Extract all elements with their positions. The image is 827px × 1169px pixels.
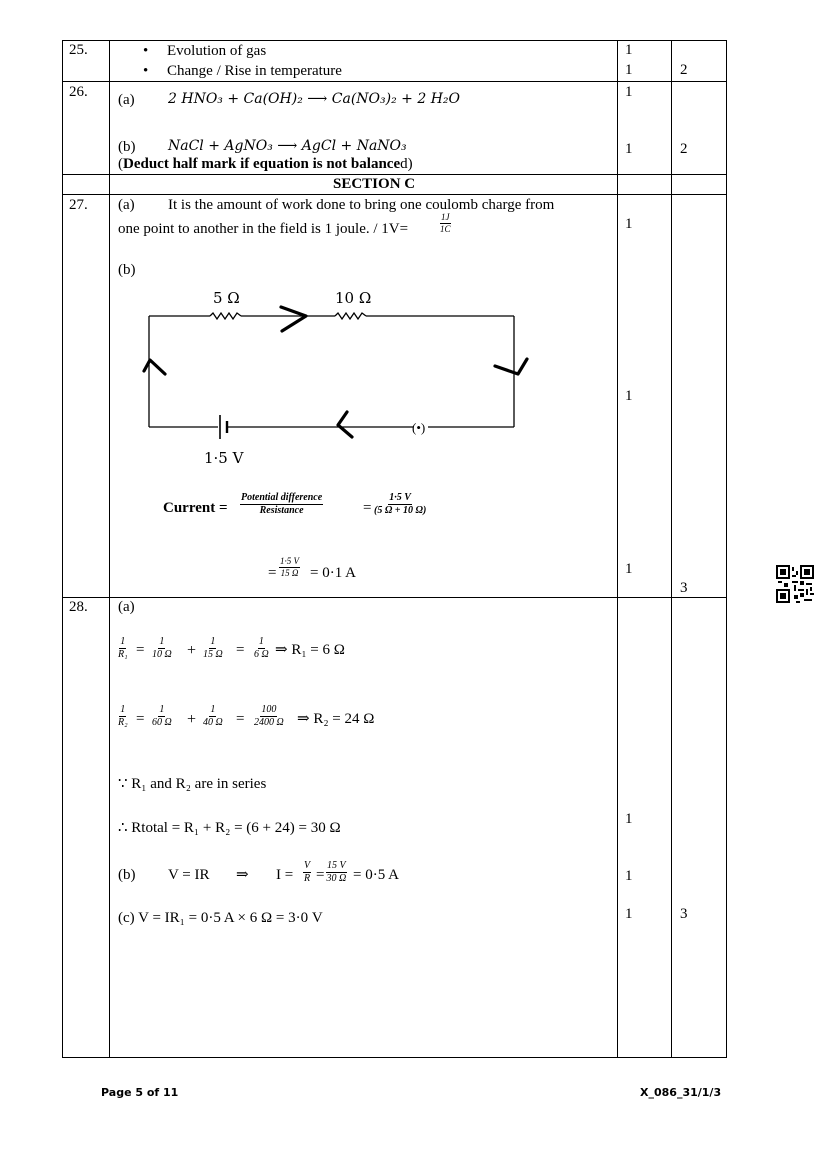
q28-b-value: = 0·5 A (353, 867, 399, 883)
arrow-left-icon (144, 360, 165, 374)
circuit-diagram (140, 285, 540, 475)
resistor-5-ohm-label: 5 Ω (213, 289, 240, 307)
q26-a-equation: 2 HNO₃ + Ca(OH)₂ ⟶ Ca(NO₃)₂ + 2 H₂O (168, 91, 461, 107)
q28-b-label: (b) (118, 867, 136, 883)
q27-a-text-2: one point to another in the field is 1 joule. / 1V= (118, 221, 409, 237)
q28-mark-1: 1 (625, 811, 633, 827)
q25-total: 2 (680, 62, 688, 78)
q27-a-text-1: It is the amount of work done to bring one coulomb charge from (168, 197, 555, 213)
q27-result-num: 1·5 V (280, 556, 299, 566)
table-bottom-border (62, 1057, 727, 1058)
q28-l2-lhs-num: 1 (120, 704, 126, 715)
q26-mark-1: 1 (625, 84, 633, 100)
q28-b-fraction-1 (303, 861, 311, 884)
q26-b-label: (b) (118, 139, 136, 155)
table-top-border (62, 40, 727, 41)
q27-current-frac-den: Resistance (259, 505, 304, 516)
q27-current-val-den: (5 Ω + 10 Ω) (374, 505, 427, 516)
q28-series: ∵ R₁ and R₂ are in series (118, 776, 267, 792)
row-divider-25-26 (62, 81, 727, 82)
q28-l1-t2-num: 1 (210, 636, 216, 647)
q27-mark-3: 1 (625, 561, 633, 577)
q28-a-label: (a) (118, 599, 135, 615)
q28-l2-eq2: = (236, 711, 245, 727)
q27-current-value-fraction (374, 493, 426, 516)
page-number: Page 5 of 11 (101, 1086, 179, 1099)
q28-l2-t3 (254, 705, 284, 728)
q27-a-fraction (440, 213, 451, 234)
section-title: SECTION C (333, 176, 416, 192)
q28-l1-plus: + (187, 642, 197, 659)
q26-mark-2: 1 (625, 141, 633, 157)
q28-l1-lhs (118, 637, 128, 660)
q28-b-arrow: ⇒ (236, 867, 249, 883)
q28-l2-t2-num: 1 (210, 704, 216, 715)
q28-b-f1-num: V (304, 860, 311, 871)
row-divider-section-27 (62, 194, 727, 195)
plug-key-symbol: (•) (412, 420, 426, 435)
q28-b-f1-den: R (304, 873, 311, 884)
q27-total: 3 (680, 580, 688, 596)
q25-bullet-2-dot: • (143, 63, 149, 79)
q28-l2-lhs (118, 705, 128, 728)
q27-result-den: 15 Ω (280, 568, 299, 578)
q28-b-fraction-2 (326, 861, 347, 884)
q26-note-close: d) (400, 156, 413, 172)
q28-l1-t3-num: 1 (258, 636, 264, 647)
q27-a-frac-den: 1C (440, 224, 451, 234)
q28-total-resistance: ∴ Rtotal = R₁ + R₂ = (6 + 24) = 30 Ω (118, 820, 341, 836)
q28-l1-lhs-num: 1 (120, 636, 126, 647)
q27-result-value: = 0·1 A (310, 565, 356, 581)
resistor-10-ohm-zigzag (335, 313, 366, 319)
q28-l2-result: ⇒ R₂ = 24 Ω (297, 711, 375, 727)
q25-mark-1: 1 (625, 42, 633, 58)
q28-l2-t1-num: 1 (159, 704, 165, 715)
q27-mark-1: 1 (625, 216, 633, 232)
q28-c-text: (c) V = IR₁ = 0·5 A × 6 Ω = 3·0 V (118, 910, 323, 926)
q27-current-fraction (240, 493, 323, 516)
q28-l2-eq: = (136, 711, 145, 727)
q25-bullet-1: Evolution of gas (167, 43, 267, 59)
q26-note-open: ( (118, 156, 123, 172)
q27-a-label: (a) (118, 197, 135, 213)
q27-current-label: Current = (163, 500, 228, 516)
q28-l2-lhs-den: R₂ (118, 717, 128, 728)
q27-mark-2: 1 (625, 388, 633, 404)
q28-l2-t1-den: 60 Ω (152, 717, 172, 728)
q28-b-i: I = (276, 867, 294, 883)
q28-l1-t1-den: 10 Ω (152, 649, 172, 660)
q28-l2-t3-num: 100 (261, 704, 277, 715)
q28-b-eq: = (316, 867, 325, 883)
q28-number: 28. (69, 599, 88, 615)
arrow-bottom-icon (338, 412, 352, 437)
q28-l2-t3-den: 2400 Ω (254, 717, 284, 728)
q28-l1-lhs-den: R₁ (118, 649, 128, 660)
q28-l1-t2 (203, 637, 223, 660)
q25-number: 25. (69, 42, 88, 58)
q28-l1-t2-den: 15 Ω (203, 649, 223, 660)
table-right-border (726, 40, 727, 1058)
q26-a-label: (a) (118, 92, 135, 108)
q28-l1-eq: = (136, 642, 145, 658)
q28-b-f2-den: 30 Ω (326, 873, 347, 884)
q26-number: 26. (69, 84, 88, 100)
q28-l1-t3-den: 6 Ω (254, 649, 269, 660)
q28-l1-result: ⇒ R₁ = 6 Ω (275, 642, 345, 658)
q28-l2-t2 (203, 705, 223, 728)
q28-b-text: V = IR (168, 867, 210, 883)
row-divider-27-28 (62, 597, 727, 598)
q28-mark-3: 1 (625, 906, 633, 922)
col-divider-num (109, 40, 110, 1058)
document-code: X_086_31/1/3 (640, 1086, 722, 1099)
q28-total: 3 (680, 906, 688, 922)
table-left-border (62, 40, 63, 1058)
row-divider-26-section (62, 174, 727, 175)
battery-label: 1·5 V (204, 449, 244, 467)
q25-bullet-1-dot: • (143, 43, 149, 59)
q27-result-eq: = (268, 565, 277, 581)
q27-current-val-num: 1·5 V (389, 492, 411, 503)
q28-l1-t1-num: 1 (159, 636, 165, 647)
resistor-10-ohm-label: 10 Ω (335, 289, 372, 307)
q28-l1-t1 (152, 637, 172, 660)
q27-current-frac-num: Potential difference (241, 492, 323, 503)
col-divider-total (671, 40, 672, 1058)
q28-l1-eq2: = (236, 642, 245, 658)
q27-a-frac-num: 1J (441, 212, 450, 222)
qr-code (776, 565, 814, 603)
q26-note-bold: Deduct half mark if equation is not balance (123, 156, 401, 172)
q28-l2-t2-den: 40 Ω (203, 717, 223, 728)
q26-b-equation: NaCl + AgNO₃ ⟶ AgCl + NaNO₃ (168, 138, 407, 154)
resistor-5-ohm-zigzag (210, 313, 241, 319)
q25-bullet-2: Change / Rise in temperature (167, 63, 342, 79)
q27-number: 27. (69, 197, 88, 213)
arrow-right-icon (495, 359, 527, 374)
q28-b-f2-num: 15 V (327, 860, 346, 871)
q28-l2-plus: + (187, 711, 197, 728)
q28-mark-2: 1 (625, 868, 633, 884)
q26-total: 2 (680, 141, 688, 157)
q27-result-fraction (279, 557, 300, 578)
col-divider-marks (617, 40, 618, 1058)
q28-l1-t3 (254, 637, 269, 660)
arrow-top-icon (281, 307, 306, 331)
q27-b-label: (b) (118, 262, 136, 278)
q26-note (118, 157, 413, 172)
q27-current-eq: = (363, 500, 372, 516)
q25-mark-2: 1 (625, 62, 633, 78)
q28-l2-t1 (152, 705, 172, 728)
